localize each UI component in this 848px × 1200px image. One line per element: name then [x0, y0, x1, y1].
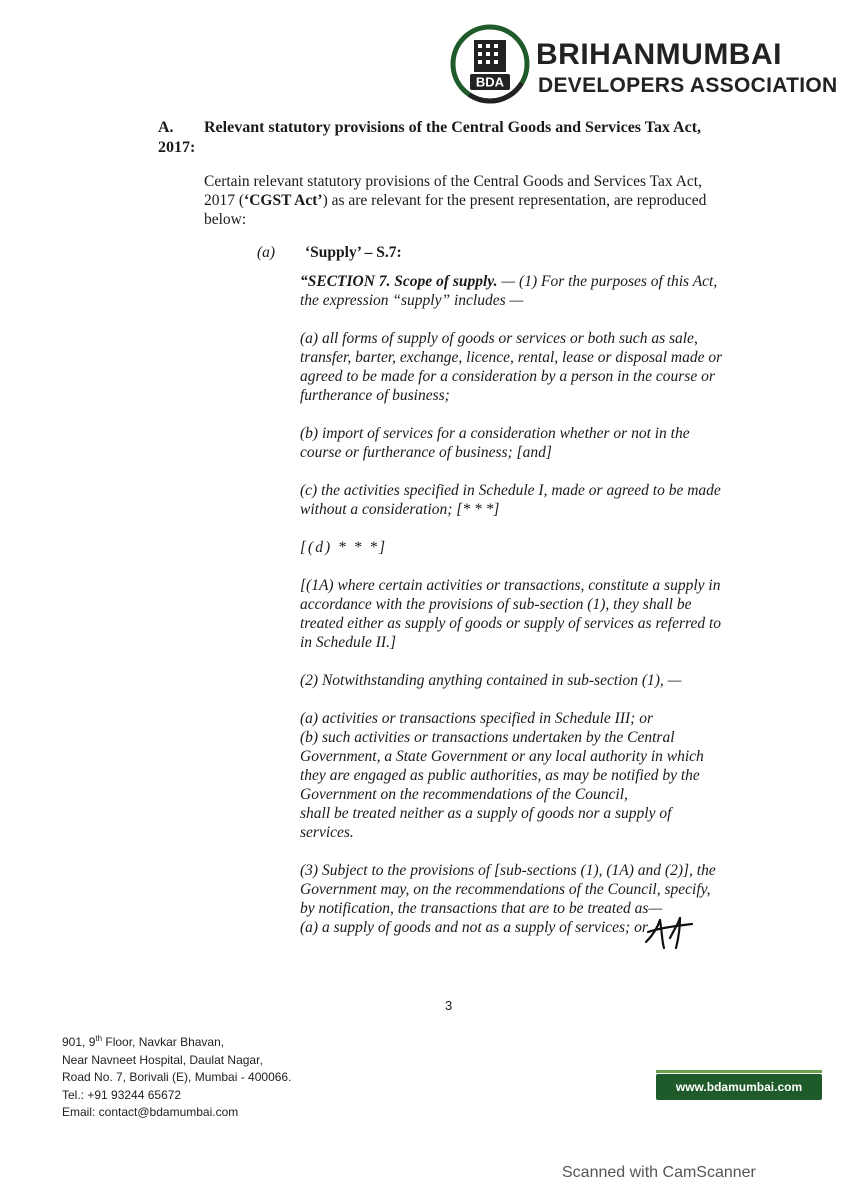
subsection-1a: [(1A) where certain activities or transactions, constitute a supply in accordance with the provisions of sub-section (1), they shall be treated either as supply of goods or supply of services as referred to in Schedule II.]: [300, 577, 722, 651]
clause-d: [(d) * * *]: [300, 539, 388, 556]
intro-text-1: Certain relevant statutory provisions of the Central Goods and Services Tax Act, 2017 (: [204, 173, 702, 209]
bda-building-icon: [448, 22, 532, 106]
phone-line: Tel.: +91 93244 65672: [62, 1087, 182, 1102]
signature-mark: [640, 912, 700, 952]
bda-logo: [448, 22, 838, 106]
intro-paragraph: [204, 172, 716, 229]
subsection-label: (a): [257, 244, 276, 261]
clause-a: (a) all forms of supply of goods or services or both such as sale, transfer, barter, exchange, licence, rental, lease or disposal made or agreed to be made for a consideration by a person in the course or furtherance of business;: [300, 330, 723, 404]
heading-number: A.: [158, 119, 174, 136]
subsection-2-b: (b) such activities or transactions undertaken by the Central Government, a State Government or any local authority in which they are engaged as public authorities, as may be notified by the Government on the recommendations of the Council,: [300, 729, 704, 803]
section-label: “SECTION 7. Scope of supply.: [300, 273, 498, 290]
subsection-2-tail: shall be treated neither as a supply of goods nor a supply of services.: [300, 805, 672, 841]
logo-subtitle: DEVELOPERS ASSOCIATION: [538, 74, 838, 97]
section-lead: [300, 272, 724, 310]
clause-b: (b) import of services for a consideration whether or not in the course or furtherance of business; [and]: [300, 425, 690, 461]
svg-text:BDA: BDA: [475, 74, 505, 90]
email-line: Email: contact@bdamumbai.com: [62, 1105, 239, 1119]
address-line-1: 901, 9th Floor, Navkar Bhavan,: [62, 1034, 225, 1049]
camscanner-watermark: Scanned with CamScanner: [562, 1164, 756, 1181]
subsection-2: (2) Notwithstanding anything contained in sub-section (1), —: [300, 672, 682, 689]
page-number: 3: [445, 998, 453, 1013]
section-7-quote: [300, 272, 724, 937]
logo-title: BRIHANMUMBAI: [536, 38, 782, 71]
heading-text: Relevant statutory provisions of the Central Goods and Services Tax Act,: [204, 119, 702, 136]
subsection-3: (3) Subject to the provisions of [sub-sections (1), (1A) and (2)], the Government may, on the recommendations of the Council, specify, by notification, the transactions that are to be treated as—: [300, 862, 716, 917]
section-lead-text: — (1) For the purposes of this Act, the expression “supply” includes —: [300, 273, 718, 309]
subsection-3-a: (a) a supply of goods and not as a supply of services; or: [300, 919, 648, 936]
website-badge: www.bdamumbai.com: [656, 1074, 822, 1100]
address-line-3: Road No. 7, Borivali (E), Mumbai - 400066.: [62, 1070, 292, 1084]
clause-c: (c) the activities specified in Schedule I, made or agreed to be made without a consideration; [* * *]: [300, 482, 721, 518]
heading-year: 2017:: [158, 139, 196, 156]
subsection-2-a: (a) activities or transactions specified in Schedule III; or: [300, 710, 653, 727]
intro-abbrev: ‘CGST Act’: [244, 192, 323, 209]
address-line-2: Near Navneet Hospital, Daulat Nagar,: [62, 1052, 263, 1067]
intro-text-2: ) as are relevant for the present representation, are reproduced below:: [204, 192, 707, 228]
footer-address: [62, 1030, 291, 1122]
subsection-title: ‘Supply’ – S.7:: [305, 244, 402, 261]
